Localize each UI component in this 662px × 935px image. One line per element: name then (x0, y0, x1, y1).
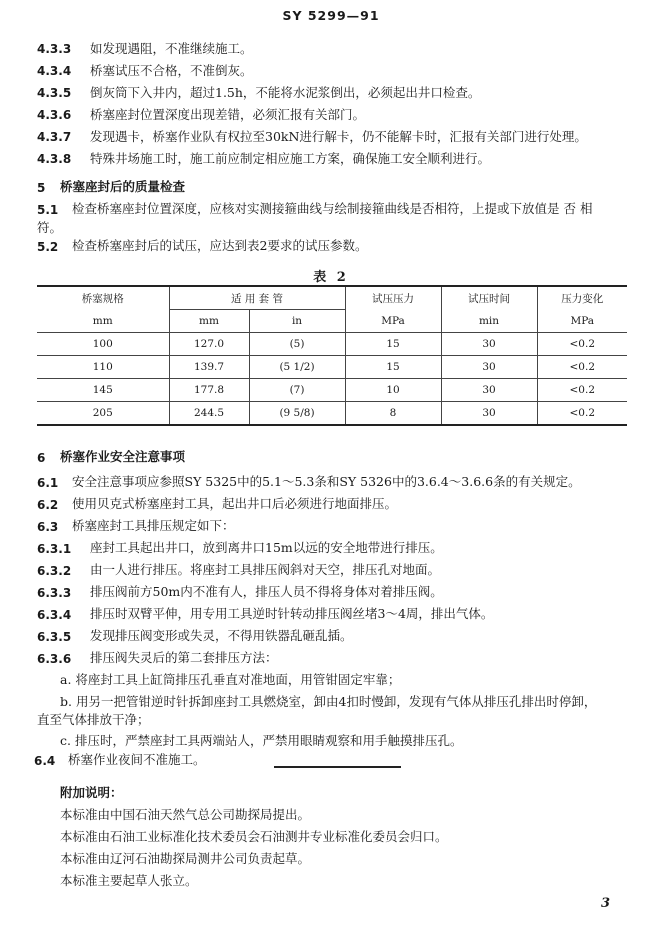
pressure-test-table (37, 285, 627, 426)
clause-text: 特殊井场施工时，施工前应制定相应施工方案，确保施工安全顺利进行。 (90, 151, 491, 166)
clause-text: 检查桥塞座封后的试压，应达到表2要求的试压参数。 (72, 238, 368, 253)
clause-text: 发现排压阀变形或失灵，不得用铁器乱砸乱插。 (90, 628, 353, 643)
table-caption: 表 2 (313, 270, 349, 285)
clause-text: 排压时双臂平伸，用专用工具逆时针转动排压阀丝堵3～4周，排出气体。 (90, 606, 494, 621)
table-row (37, 379, 627, 402)
clause-number: 6.3.3 (37, 586, 72, 600)
cell-casing-in: (5) (249, 333, 345, 356)
cell-change: <0.2 (537, 333, 627, 356)
clause-number: 5.2 (37, 240, 59, 254)
cell-casing-mm: 139.7 (169, 356, 249, 379)
cell-time: 30 (441, 333, 537, 356)
section-title: 桥塞作业安全注意事项 (60, 449, 186, 464)
unit-plug: mm (37, 310, 169, 333)
clause-text: 安全注意事项应参照SY 5325中的5.1～5.3条和SY 5326中的3.6.4～3.6.6条的有关规定。 (72, 474, 581, 489)
table-unit-row (37, 310, 627, 333)
clause-text: 发现遇卡，桥塞作业队有权拉至30kN进行解卡，仍不能解卡时，汇报有关部门进行处理。 (90, 129, 587, 144)
appendix-line: 本标准主要起草人张立。 (60, 873, 198, 888)
clause-number: 6.2 (37, 498, 59, 512)
unit-time: min (441, 310, 537, 333)
clause-number: 4.3.5 (37, 86, 72, 100)
clause-text: 桥塞座封工具排压规定如下： (72, 518, 235, 533)
cell-plug: 110 (37, 356, 169, 379)
cell-plug: 145 (37, 379, 169, 402)
clause-number: 4.3.8 (37, 152, 72, 166)
cell-casing-in: (7) (249, 379, 345, 402)
clause-text: 如发现遇阻，不准继续施工。 (90, 41, 253, 56)
method-step-b-continued: 直至气体排放干净； (37, 712, 150, 727)
section-number: 5 (37, 181, 46, 195)
cell-time: 30 (441, 379, 537, 402)
page-number: 3 (600, 896, 610, 911)
document-code-header: SY 5299—91 (282, 8, 380, 23)
method-step-a: a. 将座封工具上缸筒排压孔垂直对准地面，用管钳固定牢靠； (60, 672, 401, 687)
clause-text: 桥塞座封位置深度出现差错，必须汇报有关部门。 (90, 107, 366, 122)
cell-pressure: 10 (345, 379, 441, 402)
cell-pressure: 15 (345, 333, 441, 356)
cell-casing-in: (9 5/8) (249, 402, 345, 426)
header-pressure-change: 压力变化 (537, 286, 627, 310)
unit-pressure: MPa (345, 310, 441, 333)
header-test-time: 试压时间 (441, 286, 537, 310)
unit-casing-mm: mm (169, 310, 249, 333)
cell-change: <0.2 (537, 356, 627, 379)
clause-number: 5.1 (37, 203, 59, 217)
cell-casing-mm: 127.0 (169, 333, 249, 356)
clause-text-continued: 符。 (37, 220, 63, 235)
clause-number: 6.1 (37, 476, 59, 490)
clause-text: 桥塞试压不合格，不准倒灰。 (90, 63, 253, 78)
clause-number: 6.4 (34, 754, 56, 768)
header-test-pressure: 试压压力 (345, 286, 441, 310)
cell-time: 30 (441, 402, 537, 426)
clause-text: 座封工具起出井口，放到离井口15m以远的安全地带进行排压。 (90, 540, 443, 555)
method-step-b: b. 用另一把管钳逆时针拆卸座封工具燃烧室，卸由4扣时慢卸，发现有气体从排压孔排出时停卸， (60, 694, 597, 709)
clause-number: 4.3.7 (37, 130, 72, 144)
clause-text: 排压阀失灵后的第二套排压方法： (90, 650, 278, 665)
cell-casing-in: (5 1/2) (249, 356, 345, 379)
section-number: 6 (37, 451, 46, 465)
table-row (37, 333, 627, 356)
clause-number: 6.3.1 (37, 542, 72, 556)
cell-pressure: 15 (345, 356, 441, 379)
appendix-line: 本标准由辽河石油勘探局测井公司负责起草。 (60, 851, 311, 866)
method-step-c: c. 排压时，严禁座封工具两端站人，严禁用眼睛观察和用手触摸排压孔。 (60, 733, 463, 748)
clause-number: 6.3 (37, 520, 59, 534)
clause-text: 由一人进行排压。将座封工具排压阀斜对天空，排压孔对地面。 (90, 562, 441, 577)
cell-pressure: 8 (345, 402, 441, 426)
clause-text: 使用贝克式桥塞座封工具，起出井口后必须进行地面排压。 (72, 496, 398, 511)
clause-text: 倒灰筒下入井内，超过1.5h，不能将水泥浆倒出，必须起出井口检查。 (90, 85, 481, 100)
table-header-row (37, 286, 627, 310)
section-title: 桥塞座封后的质量检查 (60, 179, 186, 194)
unit-casing-in: in (249, 310, 345, 333)
unit-change: MPa (537, 310, 627, 333)
cell-casing-mm: 244.5 (169, 402, 249, 426)
appendix-line: 本标准由石油工业标准化技术委员会石油测井专业标准化委员会归口。 (60, 829, 448, 844)
clause-number: 4.3.4 (37, 64, 72, 78)
cell-casing-mm: 177.8 (169, 379, 249, 402)
clause-text: 桥塞作业夜间不准施工。 (68, 752, 206, 767)
clause-number: 6.3.2 (37, 564, 72, 578)
clause-text: 排压阀前方50m内不准有人，排压人员不得将身体对着排压阀。 (90, 584, 443, 599)
appendix-title: 附加说明： (60, 785, 123, 800)
cell-change: <0.2 (537, 402, 627, 426)
clause-number: 4.3.3 (37, 42, 72, 56)
clause-text: 检查桥塞座封位置深度，应核对实测接箍曲线与绘制接箍曲线是否相符，上提或下放值是 否 相 (72, 201, 593, 216)
header-plug-spec: 桥塞规格 (37, 286, 169, 310)
table-row (37, 356, 627, 379)
cell-plug: 100 (37, 333, 169, 356)
clause-number: 4.3.6 (37, 108, 72, 122)
cell-plug: 205 (37, 402, 169, 426)
cell-time: 30 (441, 356, 537, 379)
clause-number: 6.3.4 (37, 608, 72, 622)
clause-number: 6.3.5 (37, 630, 72, 644)
table-row (37, 402, 627, 426)
appendix-line: 本标准由中国石油天然气总公司勘探局提出。 (60, 807, 311, 822)
cell-change: <0.2 (537, 379, 627, 402)
header-casing: 适 用 套 管 (169, 286, 345, 310)
section-divider (274, 766, 401, 768)
clause-number: 6.3.6 (37, 652, 72, 666)
